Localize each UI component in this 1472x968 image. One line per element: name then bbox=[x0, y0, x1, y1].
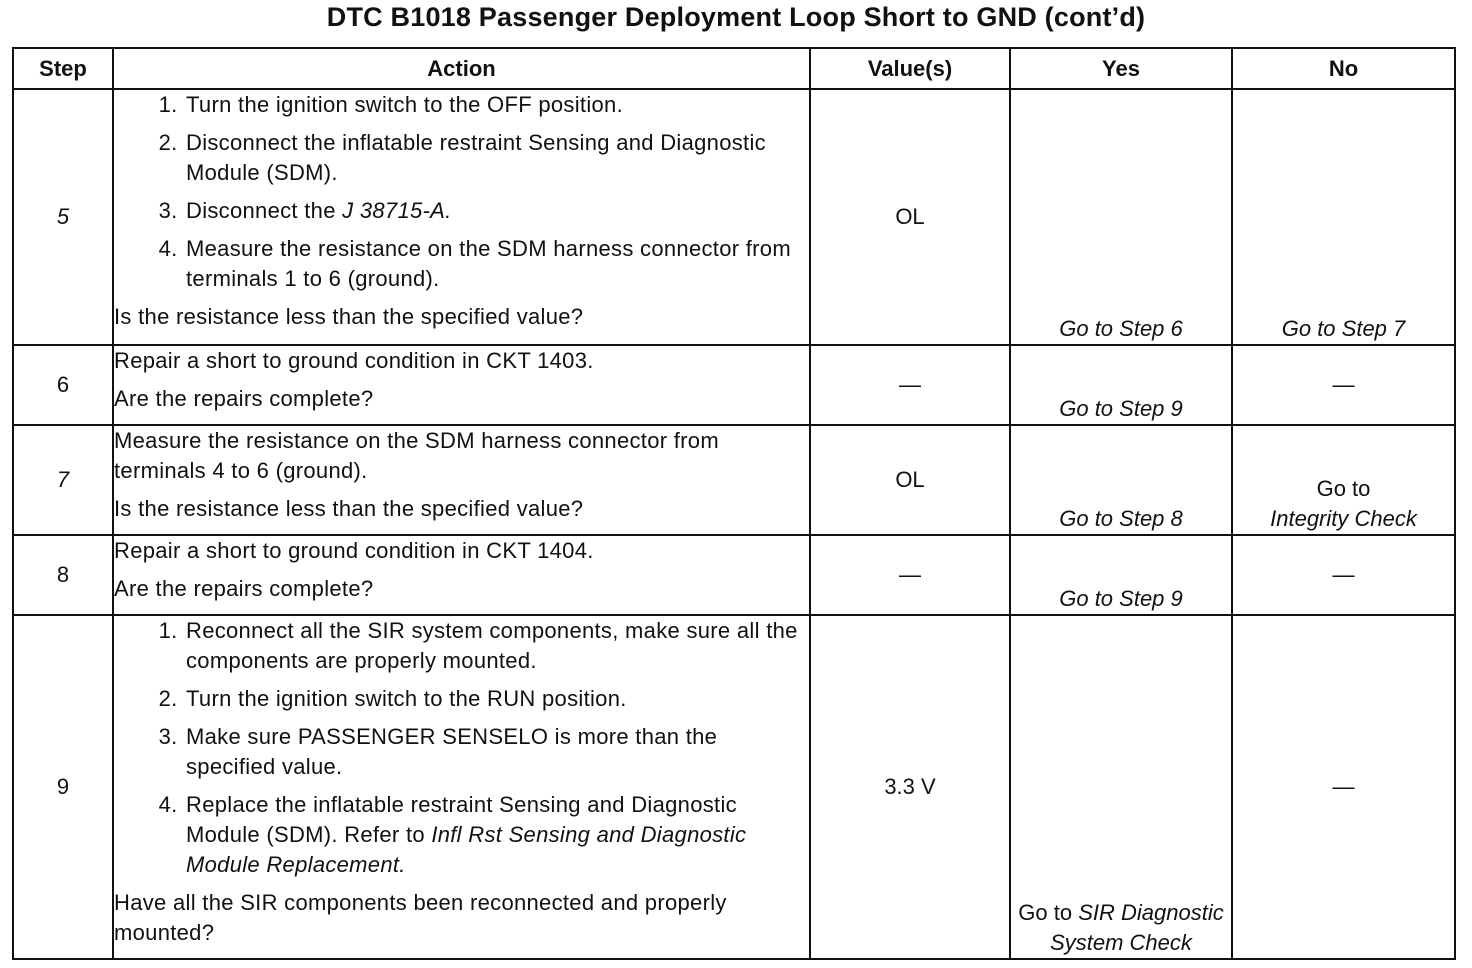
step-number: 9 bbox=[13, 615, 113, 959]
sir-diagnostic-check-link: SIR Diagnostic System Check bbox=[1050, 900, 1224, 955]
no-cell: — bbox=[1232, 535, 1455, 615]
action-step bbox=[184, 790, 809, 880]
no-cell-prefix: Go to bbox=[1316, 476, 1371, 501]
action-step-text: Disconnect the bbox=[186, 198, 343, 223]
action-step: 4. Measure the resistance on the SDM harness connector from terminals 1 to 6 (ground). bbox=[184, 234, 809, 294]
table-row bbox=[13, 89, 1455, 345]
no-cell: — bbox=[1232, 615, 1455, 959]
action-steps bbox=[114, 90, 809, 294]
page-title: DTC B1018 Passenger Deployment Loop Short to GND (cont’d) bbox=[326, 2, 1146, 32]
table-row bbox=[13, 425, 1455, 535]
integrity-check-link: Integrity Check bbox=[1270, 506, 1417, 531]
diagnostic-table bbox=[12, 47, 1456, 960]
action-cell bbox=[113, 345, 810, 425]
value-cell: OL bbox=[810, 89, 1010, 345]
action-cell bbox=[113, 89, 810, 345]
yes-cell: Go to Step 6 bbox=[1010, 89, 1232, 345]
action-question: Have all the SIR components been reconnected and properly mounted? bbox=[114, 890, 727, 945]
action-step: 2. Turn the ignition switch to the RUN position. bbox=[184, 684, 809, 714]
table-row bbox=[13, 615, 1455, 959]
yes-cell-prefix: Go to bbox=[1018, 900, 1079, 925]
action-question: Are the repairs complete? bbox=[114, 386, 374, 411]
value-cell: — bbox=[810, 535, 1010, 615]
action-step: 3. Make sure PASSENGER SENSELO is more than the specified value. bbox=[184, 722, 809, 782]
table-row bbox=[13, 535, 1455, 615]
action-step bbox=[184, 196, 809, 226]
step-number: 7 bbox=[13, 425, 113, 535]
action-text: Measure the resistance on the SDM harness connector from terminals 4 to 6 (ground). bbox=[114, 428, 719, 483]
action-step: 2. Disconnect the inflatable restraint Sensing and Diagnostic Module (SDM). bbox=[184, 128, 809, 188]
action-text: Repair a short to ground condition in CKT 1404. bbox=[114, 538, 594, 563]
step-number: 6 bbox=[13, 345, 113, 425]
action-cell bbox=[113, 615, 810, 959]
action-cell bbox=[113, 425, 810, 535]
no-cell bbox=[1232, 425, 1455, 535]
action-question: Are the repairs complete? bbox=[114, 576, 374, 601]
action-cell bbox=[113, 535, 810, 615]
yes-cell: Go to Step 9 bbox=[1010, 535, 1232, 615]
value-cell: 3.3 V bbox=[810, 615, 1010, 959]
action-steps bbox=[114, 616, 809, 880]
header-step: Step bbox=[13, 48, 113, 89]
action-step: 1. Reconnect all the SIR system components, make sure all the components are properly mounted. bbox=[184, 616, 809, 676]
tool-reference: J 38715-A. bbox=[342, 198, 452, 223]
yes-cell: Go to Step 9 bbox=[1010, 345, 1232, 425]
action-text: Repair a short to ground condition in CKT 1403. bbox=[114, 348, 594, 373]
table-row bbox=[13, 345, 1455, 425]
action-step: 1. Turn the ignition switch to the OFF position. bbox=[184, 90, 809, 120]
action-question: Is the resistance less than the specified value? bbox=[114, 496, 584, 521]
no-cell: — bbox=[1232, 345, 1455, 425]
action-question: Is the resistance less than the specified value? bbox=[114, 304, 584, 329]
step-number: 5 bbox=[13, 89, 113, 345]
yes-cell: Go to Step 8 bbox=[1010, 425, 1232, 535]
no-cell: Go to Step 7 bbox=[1232, 89, 1455, 345]
step-number: 8 bbox=[13, 535, 113, 615]
value-cell: — bbox=[810, 345, 1010, 425]
header-values: Value(s) bbox=[810, 48, 1010, 89]
sdm-replacement-reference: Infl Rst Sensing and Diagnostic Module Replacement. bbox=[186, 822, 747, 877]
header-yes: Yes bbox=[1010, 48, 1232, 89]
value-cell: OL bbox=[810, 425, 1010, 535]
header-row bbox=[13, 48, 1455, 89]
header-action: Action bbox=[113, 48, 810, 89]
yes-cell bbox=[1010, 615, 1232, 959]
action-step-text: Replace the inflatable restraint Sensing and Diagnostic Module (SDM). Refer to bbox=[186, 792, 737, 847]
header-no: No bbox=[1232, 48, 1455, 89]
